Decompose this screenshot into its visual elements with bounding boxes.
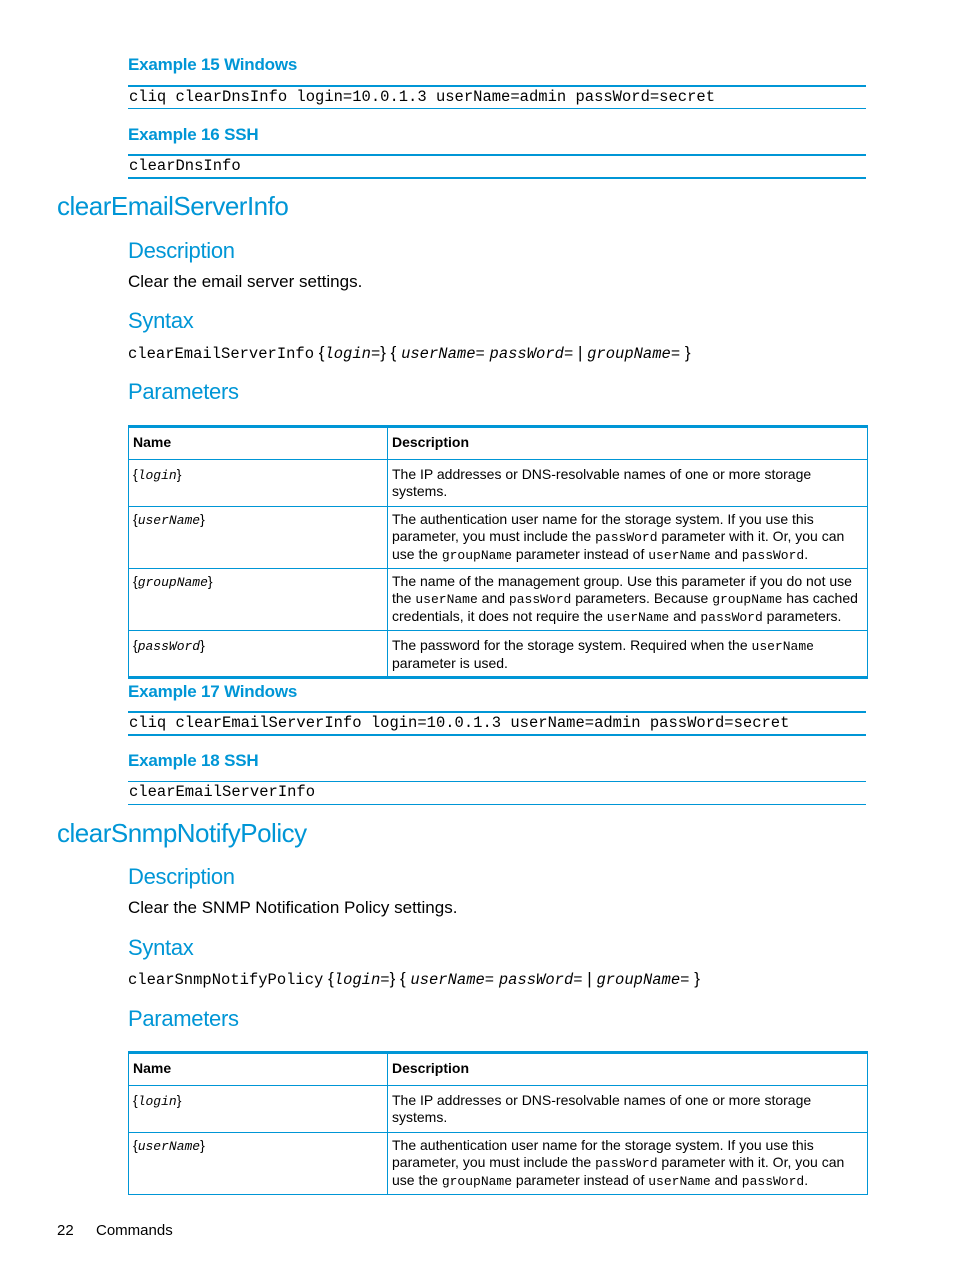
example-16-code: clearDnsInfo [128, 154, 866, 179]
syntax-command: clearSnmpNotifyPolicy [128, 971, 324, 989]
syntax-groupname: groupName= [587, 345, 681, 363]
column-header-description: Description [388, 1053, 868, 1086]
table-header-row [129, 427, 868, 460]
syntax-heading: Syntax [128, 935, 194, 960]
syntax-line: clearEmailServerInfo {login=} { userName= passWord= | groupName= } [128, 343, 691, 363]
example-16-title: Example 16 SSH [128, 125, 259, 144]
param-name-cell: {login} [129, 1086, 388, 1133]
footer-section-name: Commands [96, 1222, 173, 1239]
description-text: Clear the email server settings. [128, 272, 363, 291]
table-row [129, 460, 868, 507]
description-text: Clear the SNMP Notification Policy settings. [128, 898, 458, 917]
syntax-login: login= [333, 971, 390, 989]
syntax-heading: Syntax [128, 308, 194, 333]
param-name-cell: {login} [129, 460, 388, 507]
example-17-title: Example 17 Windows [128, 682, 298, 701]
section-heading-clear-snmp-notify-policy: clearSnmpNotifyPolicy [57, 818, 307, 848]
param-name-cell: {userName} [129, 507, 388, 569]
example-15-title: Example 15 Windows [128, 55, 298, 74]
syntax-password: passWord= [489, 345, 574, 363]
column-header-name: Name [129, 427, 388, 460]
syntax-groupname: groupName= [596, 971, 690, 989]
table-header-row [129, 1053, 868, 1086]
parameters-heading: Parameters [128, 379, 239, 404]
syntax-username: userName= [401, 345, 485, 363]
param-desc-cell: The password for the storage system. Required when the userName parameter is used. [388, 631, 868, 678]
param-desc-cell: The IP addresses or DNS-resolvable names of one or more storage systems. [388, 460, 868, 507]
column-header-description: Description [388, 427, 868, 460]
syntax-username: userName= [410, 971, 495, 989]
syntax-line: clearSnmpNotifyPolicy {login=} { userName= passWord= | groupName= } [128, 969, 700, 989]
param-name-cell: {userName} [129, 1133, 388, 1195]
param-desc-cell: The name of the management group. Use this parameter if you do not use the userName and passWord parameters. Because groupName has cached credentials, it does not require the userName and passWord parameters. [388, 569, 868, 631]
column-header-name: Name [129, 1053, 388, 1086]
page-number: 22 [57, 1222, 74, 1239]
table-row [129, 507, 868, 569]
table-row [129, 631, 868, 678]
parameters-table [128, 425, 868, 679]
example-15-code: cliq clearDnsInfo login=10.0.1.3 userName=admin passWord=secret [128, 85, 866, 109]
table-row [129, 1133, 868, 1195]
parameters-table [128, 1051, 868, 1195]
example-18-title: Example 18 SSH [128, 751, 259, 770]
syntax-password: passWord= [498, 971, 583, 989]
table-row [129, 569, 868, 631]
syntax-login: login= [324, 345, 381, 363]
parameters-heading: Parameters [128, 1006, 239, 1031]
param-desc-cell: The authentication user name for the storage system. If you use this parameter, you must include the passWord parameter with it. Or, you can use the groupName parameter instead of userName and passWord. [388, 507, 868, 569]
param-name-cell: {groupName} [129, 569, 388, 631]
syntax-command: clearEmailServerInfo [128, 345, 315, 363]
param-desc-cell: The authentication user name for the storage system. If you use this parameter, you must include the passWord parameter with it. Or, you can use the groupName parameter instead of userName and passWord. [388, 1133, 868, 1195]
table-row [129, 1086, 868, 1133]
example-17-code: cliq clearEmailServerInfo login=10.0.1.3 userName=admin passWord=secret [128, 711, 866, 736]
example-18-code: clearEmailServerInfo [128, 781, 866, 805]
description-heading: Description [128, 238, 235, 263]
section-heading-clear-email-server-info: clearEmailServerInfo [57, 191, 289, 221]
description-heading: Description [128, 864, 235, 889]
param-desc-cell: The IP addresses or DNS-resolvable names of one or more storage systems. [388, 1086, 868, 1133]
param-name-cell: {passWord} [129, 631, 388, 678]
